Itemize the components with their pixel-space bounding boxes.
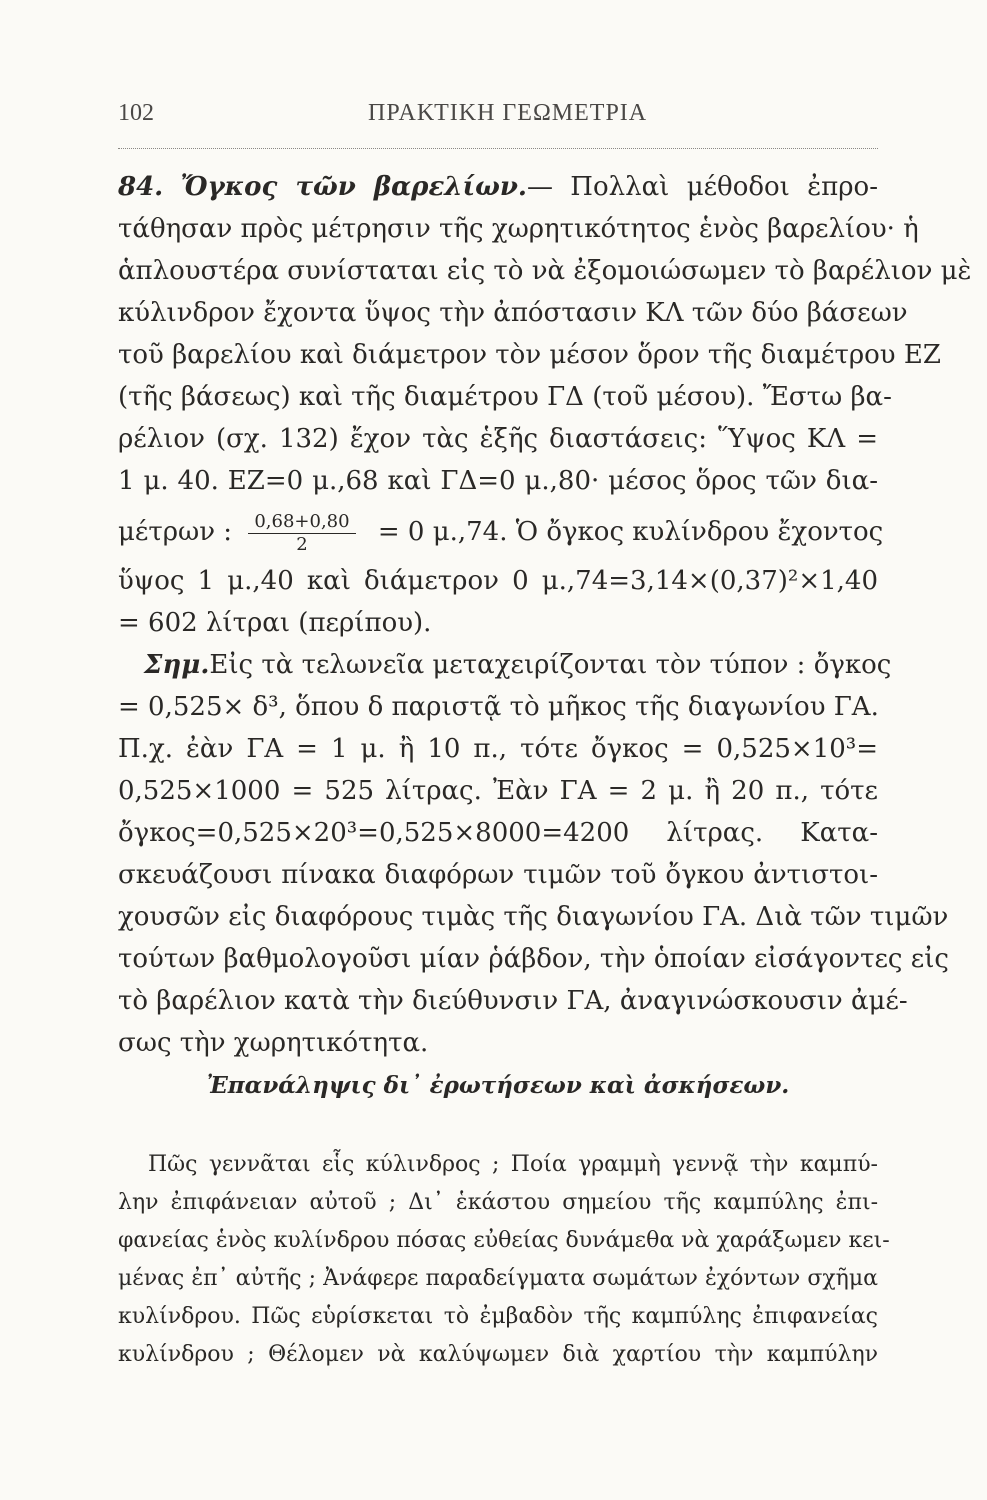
note-line: τούτων βαθμολογοῦσι μίαν ῥάβδον, τὴν ὁποίαν εἰσάγοντες εἰς	[118, 944, 949, 974]
section-line: = 602 λίτραι (περίπου).	[118, 608, 432, 638]
running-title: ΠΡΑΚΤΙΚΗ ΓΕΩΜΕΤΡΙΑ	[368, 100, 648, 126]
page-header	[118, 100, 878, 140]
section-number: 84.	[118, 172, 164, 202]
review-line: μένας ἐπ᾽ αὐτῆς ; Ἀνάφερε παραδείγματα σωμάτων ἐχόντων σχῆμα	[118, 1266, 878, 1291]
note-line: τὸ βαρέλιον κατὰ τὴν διεύθυνσιν ΓΑ, ἀναγινώσκουσιν ἀμέ-	[118, 986, 908, 1016]
section-line: κύλινδρον ἔχοντα ὕψος τὴν ἀπόστασιν ΚΛ τῶν δύο βάσεων	[118, 298, 908, 328]
section-line: 1 μ. 40. ΕΖ=0 μ.,68 καὶ ΓΔ=0 μ.,80· μέσος ὅρος τῶν δια-	[118, 466, 878, 496]
note-line: ὄγκος=0,525×20³=0,525×8000=4200 λίτρας. Κατα-	[118, 818, 878, 848]
fraction	[248, 511, 355, 556]
review-line: φανείας ἑνὸς κυλίνδρου πόσας εὐθείας δυνάμεθα νὰ χαράξωμεν κει-	[118, 1228, 890, 1253]
review-line: λην ἐπιφάνειαν αὐτοῦ ; Δι᾽ ἑκάστου σημείου τῆς καμπύλης ἐπι-	[118, 1190, 878, 1215]
review-line: Πῶς γεννᾶται εἷς κύλινδρος ; Ποία γραμμὴ γεννᾷ τὴν καμπύ-	[148, 1152, 878, 1177]
note-line: χουσῶν εἰς διαφόρους τιμὰς τῆς διαγωνίου ΓΑ. Διὰ τῶν τιμῶν	[118, 902, 949, 932]
note-line: σως τὴν χωρητικότητα.	[118, 1028, 429, 1058]
section-line	[118, 170, 878, 204]
section-text: — Πολλαὶ μέθοδοι ἐπρο-	[526, 172, 878, 202]
review-title: Ἐπανάληψις δι᾽ ἐρωτήσεων καὶ ἀσκήσεων.	[206, 1072, 790, 1099]
section-line: ρέλιον (σχ. 132) ἔχον τὰς ἑξῆς διαστάσεις: Ὕψος ΚΛ =	[118, 424, 878, 454]
note-line	[118, 648, 892, 682]
page-number: 102	[118, 100, 154, 126]
formula-line	[118, 508, 884, 556]
note-label: Σημ.	[144, 650, 210, 680]
section-line: ὕψος 1 μ.,40 καὶ διάμετρον 0 μ.,74=3,14×(0,37)²×1,40	[118, 566, 878, 596]
note-line: = 0,525× δ³, ὅπου δ παριστᾷ τὸ μῆκος τῆς διαγωνίου ΓΑ.	[118, 692, 879, 722]
review-line: κυλίνδρου. Πῶς εὑρίσκεται τὸ ἐμβαδὸν τῆς καμπύλης ἐπιφανείας	[118, 1304, 878, 1329]
section-line: τάθησαν πρὸς μέτρησιν τῆς χωρητικότητος ἑνὸς βαρελίου· ἡ	[118, 214, 919, 244]
section-line: ἁπλουστέρα συνίσταται εἰς τὸ νὰ ἐξομοιώσωμεν τὸ βαρέλιον μὲ	[118, 256, 972, 286]
note-line: Π.χ. ἐὰν ΓΑ = 1 μ. ἢ 10 π., τότε ὄγκος = 0,525×10³=	[118, 734, 878, 764]
fraction-denominator: 2	[296, 533, 308, 555]
section-line: (τῆς βάσεως) καὶ τῆς διαμέτρου ΓΔ (τοῦ μέσου). Ἔστω βα-	[118, 382, 892, 412]
formula-prefix: μέτρων :	[118, 517, 233, 547]
note-text: Εἰς τὰ τελωνεῖα μεταχειρίζονται τὸν τύπον : ὄγκος	[209, 650, 892, 680]
section-line: τοῦ βαρελίου καὶ διάμετρον τὸν μέσον ὅρον τῆς διαμέτρου ΕΖ	[118, 340, 941, 370]
review-line: κυλίνδρου ; Θέλομεν νὰ καλύψωμεν διὰ χαρτίου τὴν καμπύλην	[118, 1342, 878, 1367]
header-rule	[118, 148, 878, 149]
fraction-numerator: 0,68+0,80	[248, 511, 355, 534]
note-line: σκευάζουσι πίνακα διαφόρων τιμῶν τοῦ ὄγκου ἀντιστοι-	[118, 860, 878, 890]
formula-suffix: = 0 μ.,74. Ὁ ὄγκος κυλίνδρου ἔχοντος	[377, 517, 884, 547]
note-line: 0,525×1000 = 525 λίτρας. Ἐὰν ΓΑ = 2 μ. ἢ 20 π., τότε	[118, 776, 878, 806]
section-title: Ὄγκος τῶν βαρελίων.	[180, 172, 527, 202]
